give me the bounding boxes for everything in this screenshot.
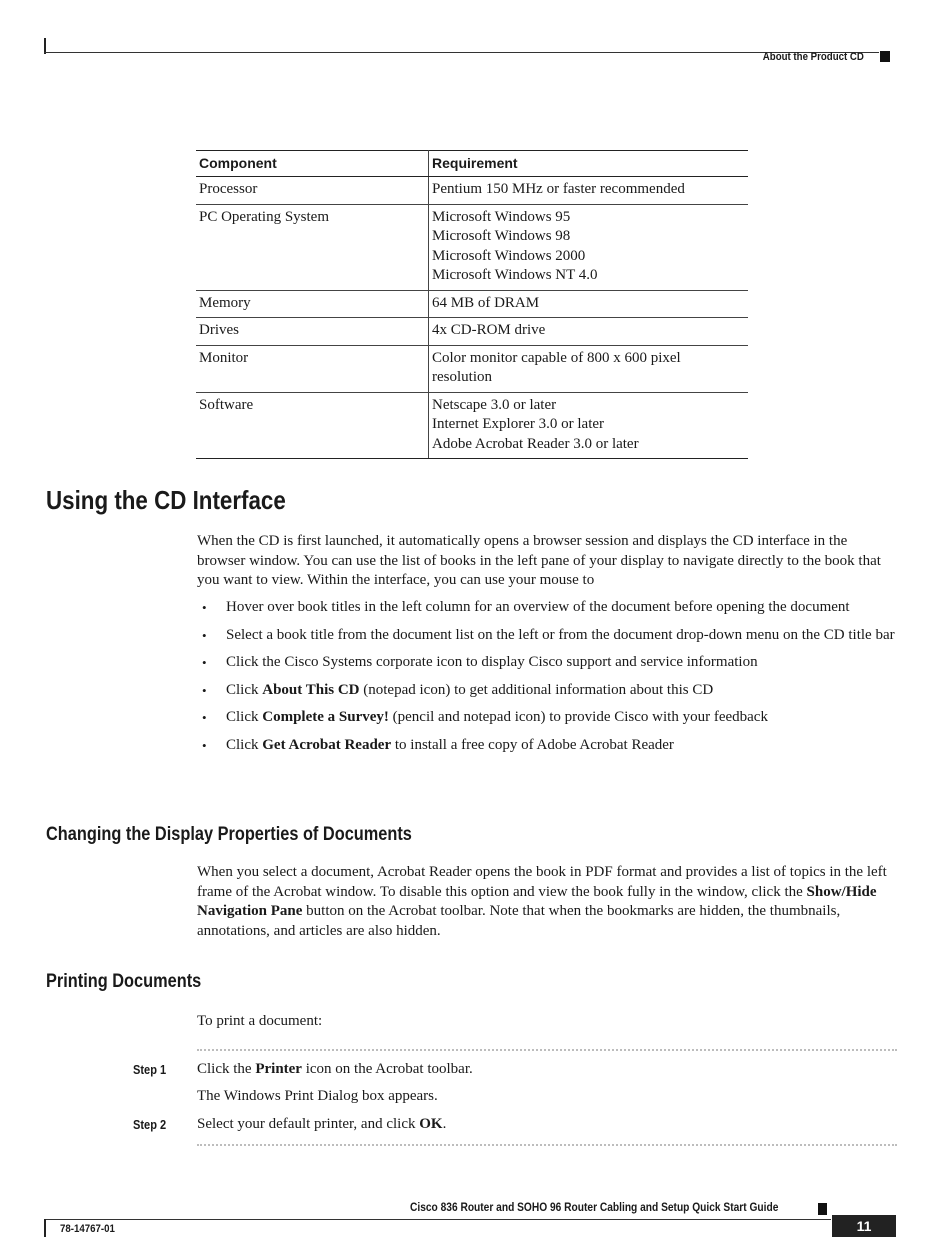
list-item: [197, 681, 897, 701]
step-1-label: Step 1: [133, 1062, 167, 1077]
bullet-text: Select a book title from the document list on the left or from the document drop-down menu on the CD title bar: [226, 626, 895, 643]
paragraph-bold-term: Show/Hide Navigation Pane: [197, 883, 877, 920]
step-text: Click the: [197, 1061, 256, 1077]
table-row: [196, 290, 748, 318]
heading-printing-documents: Printing Documents: [46, 971, 202, 992]
list-item: [197, 653, 897, 673]
bullet-bold-term: About This CD: [262, 681, 360, 698]
display-properties-paragraph: [197, 863, 897, 941]
requirement-line: Pentium 150 MHz or faster recommended: [432, 181, 685, 197]
bullet-text: (pencil and notepad icon) to provide Cisco with your feedback: [388, 709, 768, 726]
step-text: Select your default printer, and click: [197, 1116, 420, 1132]
component-cell: Processor: [196, 177, 429, 205]
table-row: [196, 392, 748, 459]
bullet-bold-term: Get Acrobat Reader: [262, 736, 392, 753]
requirement-cell: [429, 290, 749, 318]
printing-intro: To print a document:: [197, 1013, 323, 1029]
procedure-bottom-rule: [197, 1144, 897, 1146]
step-1-result: The Windows Print Dialog box appears.: [197, 1088, 438, 1104]
step-bold-term: Printer: [255, 1061, 302, 1077]
footer-corner-mark: [44, 1219, 46, 1237]
step-text: icon on the Acrobat toolbar.: [301, 1061, 473, 1077]
procedure-top-rule: [197, 1049, 897, 1051]
cd-interface-bullet-list: [197, 598, 897, 764]
requirement-line: Netscape 3.0 or later: [432, 396, 557, 413]
requirement-line: Microsoft Windows 2000: [432, 247, 586, 264]
requirement-line: resolution: [432, 369, 492, 385]
page-number: 11: [832, 1215, 896, 1237]
table-row: [196, 204, 748, 290]
requirement-line: 4x CD-ROM drive: [432, 322, 546, 338]
requirements-table: [196, 150, 748, 459]
footer-doc-number: 78-14767-01: [60, 1223, 115, 1235]
header-tab-square: [880, 51, 890, 62]
step-2-text: [197, 1115, 446, 1135]
step-2-label: Step 2: [133, 1117, 167, 1132]
table-row: [196, 177, 748, 205]
step-1-text: [197, 1060, 473, 1080]
bullet-bold-term: Complete a Survey!: [262, 709, 389, 726]
footer-guide-title: Cisco 836 Router and SOHO 96 Router Cabling and Setup Quick Start Guide: [410, 1200, 779, 1214]
column-header-requirement: Requirement: [429, 151, 749, 177]
bullet-text: to install a free copy of Adobe Acrobat Reader: [391, 736, 674, 753]
requirement-cell: [429, 204, 749, 290]
component-cell: Software: [196, 392, 429, 459]
step-text: .: [442, 1116, 447, 1132]
list-item: [197, 598, 897, 618]
component-cell: Monitor: [196, 345, 429, 392]
table-header-row: [196, 151, 748, 177]
paragraph-text: When you select a document, Acrobat Reader opens the book in PDF format and provides a list of topics in the left frame of the Acrobat window. To disable this option and view the book fully in the window, click the: [197, 864, 887, 900]
requirement-line: 64 MB of DRAM: [432, 294, 540, 311]
requirement-line: Adobe Acrobat Reader 3.0 or later: [432, 435, 639, 452]
bullet-text: (notepad icon) to get additional information about this CD: [359, 681, 714, 698]
column-header-component: Component: [196, 151, 429, 177]
requirement-line: Microsoft Windows 95: [432, 208, 571, 225]
requirement-line: Microsoft Windows 98: [432, 228, 571, 244]
component-cell: PC Operating System: [196, 204, 429, 290]
cd-interface-intro: When the CD is first launched, it automatically opens a browser session and displays the CD interface in the browser window. You can use the list of books in the left pane of your display to navigate directly to the book that you want to view. Within the interface, you can use your mouse to: [197, 533, 881, 589]
table-row: [196, 345, 748, 392]
footer-tab-square: [818, 1203, 827, 1215]
bullet-text: Click the Cisco Systems corporate icon to display Cisco support and service information: [226, 654, 758, 671]
list-item: [197, 708, 897, 728]
footer-rule: [44, 1219, 831, 1220]
step-bold-term: OK: [419, 1116, 443, 1132]
requirement-line: Color monitor capable of 800 x 600 pixel: [432, 349, 681, 366]
list-item: [197, 736, 897, 756]
header-rule: [44, 52, 879, 53]
heading-display-properties: Changing the Display Properties of Documents: [46, 824, 412, 845]
bullet-text: Click: [226, 709, 263, 726]
bullet-text: Click: [226, 736, 263, 753]
requirement-cell: [429, 345, 749, 392]
component-cell: Memory: [196, 290, 429, 318]
bullet-text: Hover over book titles in the left column for an overview of the document before opening the document: [226, 599, 850, 615]
requirement-cell: [429, 318, 749, 346]
requirement-line: Microsoft Windows NT 4.0: [432, 267, 598, 283]
requirement-cell: [429, 177, 749, 205]
bullet-text: Click: [226, 681, 263, 698]
requirement-cell: [429, 392, 749, 459]
paragraph-text: button on the Acrobat toolbar. Note that when the bookmarks are hidden, the thumbnails, annotations, and articles are also hidden.: [197, 903, 841, 939]
list-item: [197, 626, 897, 646]
component-cell: Drives: [196, 318, 429, 346]
table-row: [196, 318, 748, 346]
heading-using-cd-interface: Using the CD Interface: [46, 485, 286, 515]
requirement-line: Internet Explorer 3.0 or later: [432, 416, 605, 432]
running-header-title: About the Product CD: [762, 51, 864, 63]
